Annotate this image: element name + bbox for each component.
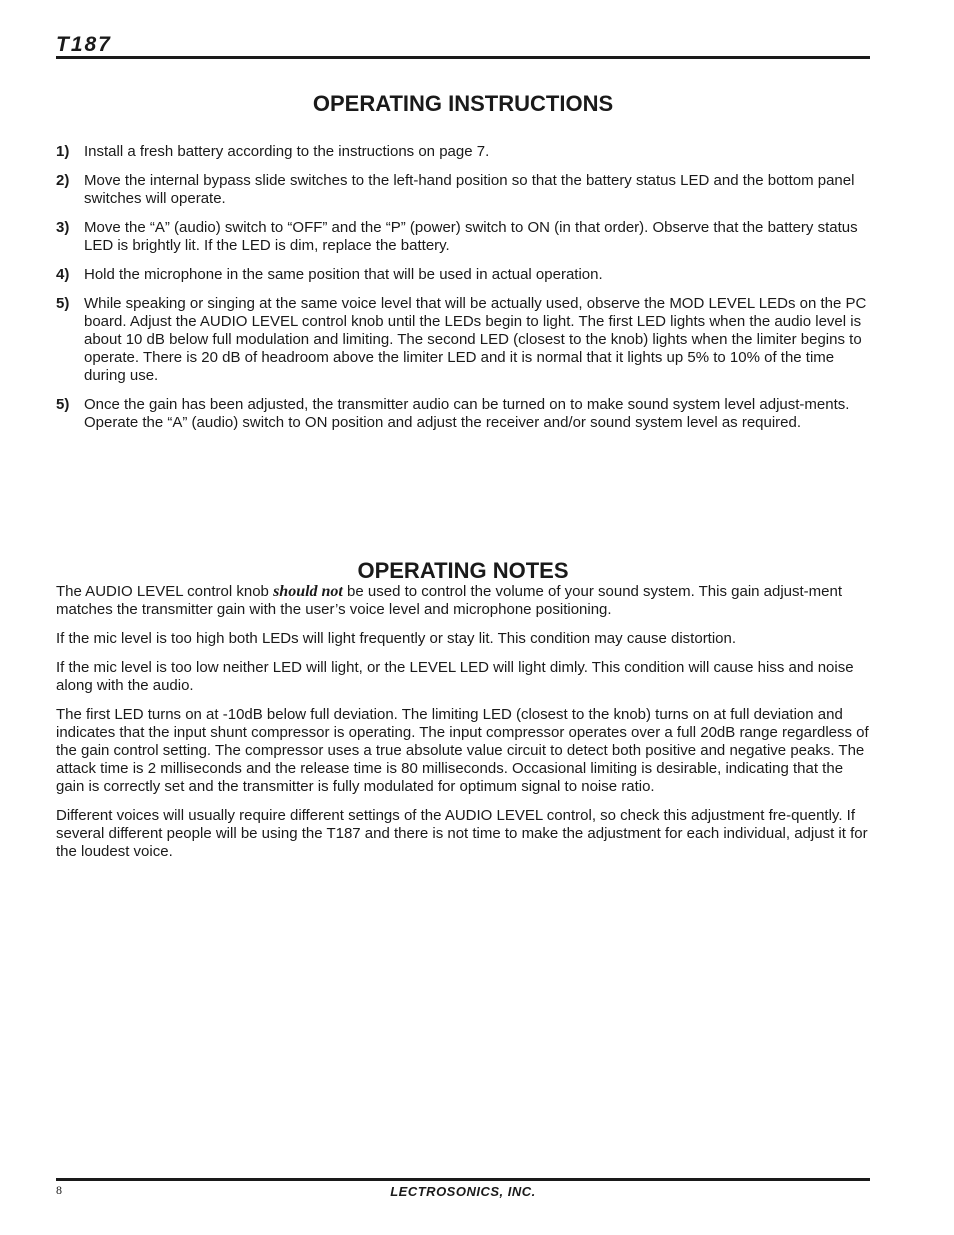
notes-emphasis: should not <box>273 583 343 600</box>
step-text: While speaking or singing at the same voice level that will be actually used, observe the MOD LEVEL LEDs on the PC board. Adjust the AUDIO LEVEL control knob until the LEDs begin to light. The first LED lights when the audio level is about 10 dB below full modulation and limiting. The second LED (closest to the knob) lights when the limiter begins to operate. There is 20 dB of headroom above the limiter LED and it is normal that it lights up 5% to 10% of the time during use. <box>84 295 867 384</box>
instruction-step <box>56 219 870 255</box>
step-text: Move the internal bypass slide switches to the left-hand position so that the battery status LED and the bottom panel switches will operate. <box>84 172 855 207</box>
operating-notes-body <box>56 583 870 872</box>
step-number: 1) <box>56 143 70 160</box>
instruction-step <box>56 143 870 161</box>
header-model-title: T187 <box>56 33 112 56</box>
operating-notes-heading: OPERATING NOTES <box>357 557 569 583</box>
notes-paragraph: If the mic level is too high both LEDs will light frequently or stay lit. This condition may cause distortion. <box>56 630 737 647</box>
step-text: Install a fresh battery according to the instructions on page 7. <box>84 143 490 160</box>
step-number: 5) <box>56 295 70 312</box>
notes-paragraph <box>56 583 870 619</box>
instruction-step <box>56 396 870 432</box>
footer-divider <box>56 1178 870 1181</box>
step-text: Hold the microphone in the same position that will be used in actual operation. <box>84 266 603 283</box>
step-number: 5) <box>56 396 70 413</box>
instruction-step <box>56 172 870 208</box>
step-number: 2) <box>56 172 70 189</box>
notes-text: be used to control the volume of your sound system. This gain adjust-ment matches the transmitter gain with the user’s voice level and microphone positioning. <box>56 583 843 618</box>
notes-paragraph: The first LED turns on at -10dB below full deviation. The limiting LED (closest to the knob) turns on at full deviation and indicates that the input shunt compressor is operating. The input compressor operates over a full 20dB range regardless of the gain control setting. The compressor uses a true absolute value circuit to detect both positive and negative peaks. The attack time is 2 milliseconds and the release time is 80 milliseconds. Occasional limiting is desirable, indicating that the gain is correctly set and the transmitter is fully modulated for optimum signal to noise ratio. <box>56 706 869 795</box>
instruction-steps-list <box>56 143 870 443</box>
notes-paragraph: If the mic level is too low neither LED will light, or the LEVEL LED will light dimly. This condition will cause hiss and noise along with the audio. <box>56 659 854 694</box>
operating-instructions-heading: OPERATING INSTRUCTIONS <box>312 90 614 116</box>
notes-paragraph: Different voices will usually require different settings of the AUDIO LEVEL control, so check this adjustment fre-quently. If several different people will be using the T187 and there is not time to make the adjustment for each individual, adjust it for the loudest voice. <box>56 807 868 860</box>
step-number: 4) <box>56 266 70 283</box>
footer-company-name: LECTROSONICS, INC. <box>390 1184 536 1199</box>
header-divider <box>56 56 870 59</box>
instruction-step <box>56 266 870 284</box>
instruction-step <box>56 295 870 385</box>
step-number: 3) <box>56 219 70 236</box>
notes-text: The AUDIO LEVEL control knob <box>56 583 274 600</box>
step-text: Move the “A” (audio) switch to “OFF” and the “P” (power) switch to ON (in that order). Observe that the battery status LED is brightly lit. If the LED is dim, replace the battery. <box>84 219 858 254</box>
step-text: Once the gain has been adjusted, the transmitter audio can be turned on to make sound system level adjust-ments. Operate the “A” (audio) switch to ON position and adjust the receiver and/or sound system level as required. <box>84 396 850 431</box>
page-number: 8 <box>56 1183 62 1197</box>
